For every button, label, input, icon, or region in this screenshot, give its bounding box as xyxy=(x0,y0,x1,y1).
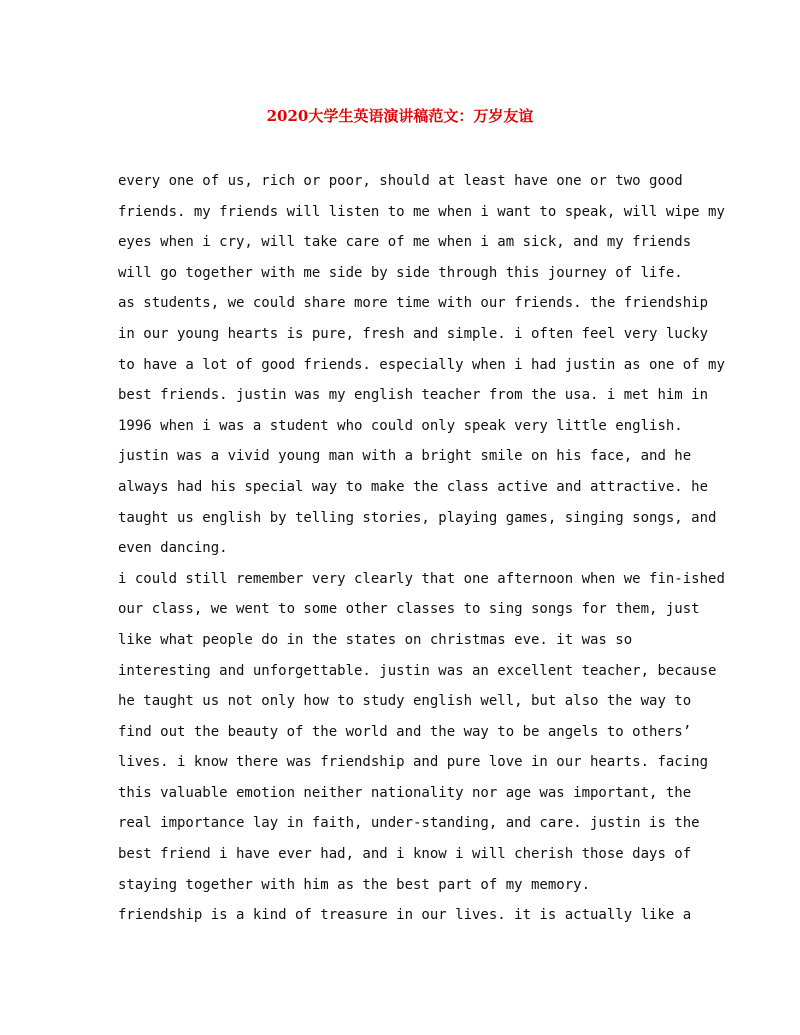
text-line: every one of us, rich or poor, should at least have one or two good xyxy=(118,173,683,189)
text-line: will go together with me side by side through this journey of life. xyxy=(118,264,683,281)
text-line: this valuable emotion neither nationality nor age was important, the xyxy=(118,784,692,801)
text-line: our class, we went to some other classes to sing songs for them, just xyxy=(118,601,700,618)
text-line: real importance lay in faith, under-standing, and care. justin is the xyxy=(118,815,700,832)
text-line: even dancing. xyxy=(118,540,228,557)
document-title: 2020大学生英语演讲稿范文：万岁友谊 xyxy=(266,107,534,125)
text-line: best friend i have ever had, and i know i will cherish those days of xyxy=(118,846,692,863)
text-line: friendship is a kind of treasure in our lives. it is actually like a xyxy=(118,907,692,924)
text-line: always had his special way to make the class active and attractive. he xyxy=(118,478,709,495)
text-line: eyes when i cry, will take care of me when i am sick, and my friends xyxy=(118,234,692,251)
text-line: i could still remember very clearly that one afternoon when we fin-ished xyxy=(118,570,725,587)
text-line: interesting and unforgettable. justin was an excellent teacher, because xyxy=(118,662,717,679)
text-line: staying together with him as the best part of my memory. xyxy=(118,876,591,893)
text-line: he taught us not only how to study english well, but also the way to xyxy=(118,693,692,710)
text-line: find out the beauty of the world and the way to be angels to others’ xyxy=(118,723,692,740)
text-line: justin was a vivid young man with a bright smile on his face, and he xyxy=(118,448,692,465)
document-body xyxy=(118,166,725,931)
text-line: 1996 when i was a student who could only speak very little english. xyxy=(118,417,683,434)
text-line: best friends. justin was my english teacher from the usa. i met him in xyxy=(118,387,709,404)
text-line: lives. i know there was friendship and pure love in our hearts. facing xyxy=(118,754,709,771)
text-line: like what people do in the states on christmas eve. it was so xyxy=(118,631,633,648)
text-line: taught us english by telling stories, playing games, singing songs, and xyxy=(118,509,717,526)
text-line: in our young hearts is pure, fresh and simple. i often feel very lucky xyxy=(118,325,709,342)
text-line: as students, we could share more time with our friends. the friendship xyxy=(118,295,709,312)
text-line: to have a lot of good friends. especially when i had justin as one of my xyxy=(118,356,725,373)
text-line: friends. my friends will listen to me when i want to speak, will wipe my xyxy=(118,203,725,220)
